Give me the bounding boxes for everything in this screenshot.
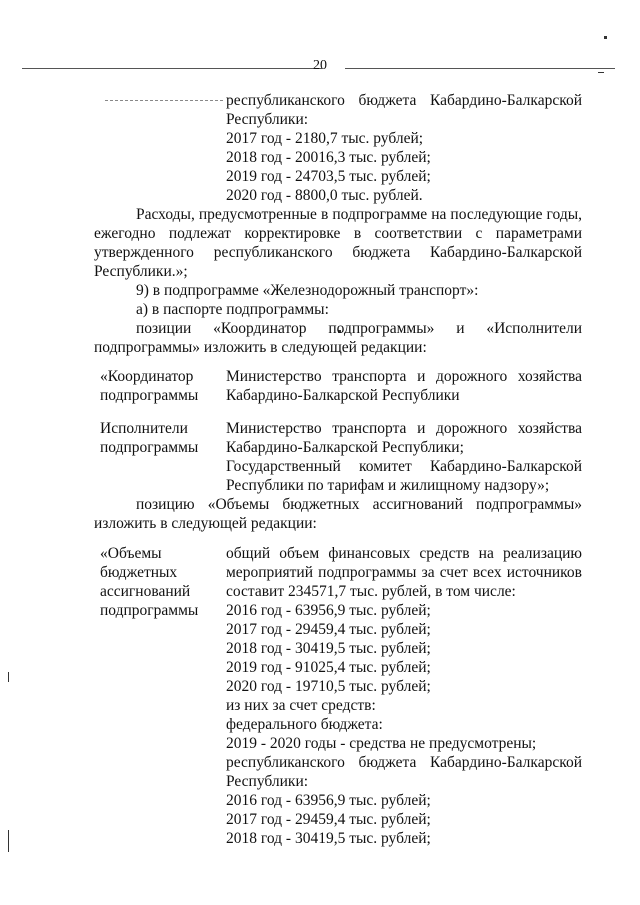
text-line: 2018 год - 20016,3 тыс. рублей; xyxy=(226,149,431,166)
volumes-label: «Объемы xyxy=(100,545,162,562)
executors-value: Министерство транспорта и дорожного хозяйства xyxy=(226,420,582,437)
volumes-value: республиканского бюджета Кабардино-Балкарской xyxy=(226,754,582,771)
scan-mark xyxy=(598,72,604,73)
volumes-value: составит 234571,7 тыс. рублей, в том числе: xyxy=(226,583,516,600)
paragraph-line: утвержденного республиканского бюджета Кабардино-Балкарской xyxy=(94,244,582,261)
volumes-label: бюджетных xyxy=(100,564,178,581)
volumes-value: 2020 год - 19710,5 тыс. рублей; xyxy=(226,678,431,695)
executors-value: Государственный комитет Кабардино-Балкарской xyxy=(226,458,582,475)
volumes-value: 2018 год - 30419,5 тыс. рублей; xyxy=(226,830,431,847)
volumes-value: 2019 - 2020 годы - средства не предусмотрены; xyxy=(226,735,537,752)
volumes-value: общий объем финансовых средств на реализацию xyxy=(226,545,582,562)
text-line: 2020 год - 8800,0 тыс. рублей. xyxy=(226,187,423,204)
executors-label: Исполнители xyxy=(100,420,188,437)
volumes-value: 2016 год - 63956,9 тыс. рублей; xyxy=(226,602,431,619)
volumes-value: 2018 год - 30419,5 тыс. рублей; xyxy=(226,640,431,657)
margin-mark xyxy=(8,672,9,682)
coordinator-label: подпрограммы xyxy=(100,387,199,404)
margin-mark xyxy=(8,830,9,852)
volumes-value: 2019 год - 91025,4 тыс. рублей; xyxy=(226,659,431,676)
paragraph-line: Расходы, предусмотренные в подпрограмме на последующие годы, xyxy=(136,206,582,223)
paragraph-line: позицию «Объемы бюджетных ассигнований подпрограммы» xyxy=(136,496,582,513)
text-line: 2017 год - 2180,7 тыс. рублей; xyxy=(226,130,424,147)
paragraph-line: подпрограммы» изложить в следующей редакции: xyxy=(94,339,427,356)
executors-value: Республики по тарифам и жилищному надзору»; xyxy=(226,477,550,494)
volumes-label: ассигнований xyxy=(100,583,191,600)
text-line: Республики: xyxy=(226,111,309,128)
volumes-value: 2017 год - 29459,4 тыс. рублей; xyxy=(226,621,431,638)
volumes-value: Республики: xyxy=(226,773,309,790)
page-number: 20 xyxy=(313,58,327,73)
paragraph-line: ежегодно подлежат корректировке в соответствии с параметрами xyxy=(94,225,582,242)
coordinator-label: «Координатор xyxy=(100,368,194,385)
item-9: 9) в подпрограмме «Железнодорожный транспорт»: xyxy=(136,282,479,299)
volumes-value: 2016 год - 63956,9 тыс. рублей; xyxy=(226,792,431,809)
scan-mark xyxy=(604,36,607,39)
volumes-value: 2017 год - 29459,4 тыс. рублей; xyxy=(226,811,431,828)
paragraph-line: Республики.»; xyxy=(94,263,188,280)
strikethrough-dashes xyxy=(105,100,223,102)
paragraph-line: позиции «Координатор подпрограммы» и «Исполнители xyxy=(136,320,582,337)
text-line: республиканского бюджета Кабардино-Балкарской xyxy=(226,92,582,109)
volumes-value: федерального бюджета: xyxy=(226,716,383,733)
volumes-label: подпрограммы xyxy=(100,602,199,619)
coordinator-value: Министерство транспорта и дорожного хозяйства xyxy=(226,368,582,385)
item-a: а) в паспорте подпрограммы: xyxy=(136,301,329,318)
volumes-value: из них за счет средств: xyxy=(226,697,376,714)
executors-label: подпрограммы xyxy=(100,439,199,456)
executors-value: Кабардино-Балкарской Республики; xyxy=(226,439,464,456)
volumes-value: мероприятий подпрограммы за счет всех источников xyxy=(226,564,582,581)
coordinator-value: Кабардино-Балкарской Республики xyxy=(226,387,460,404)
paragraph-line: изложить в следующей редакции: xyxy=(94,515,317,532)
text-line: 2019 год - 24703,5 тыс. рублей; xyxy=(226,168,431,185)
